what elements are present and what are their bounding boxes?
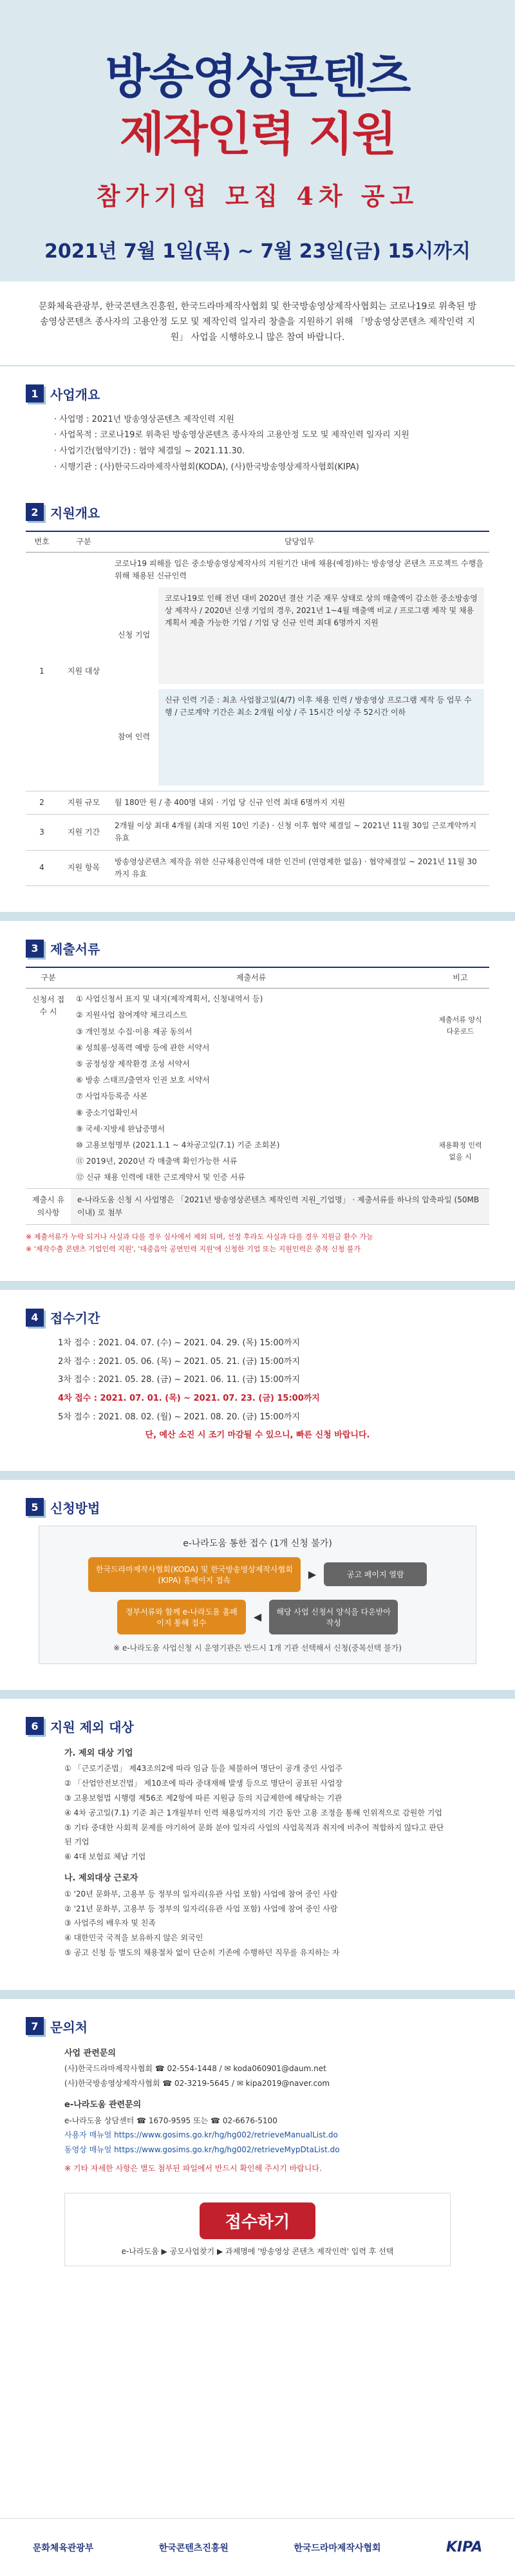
sub-heading: 가. 제외 대상 기업 — [64, 1748, 133, 1758]
section-title: 접수기간 — [50, 1311, 100, 1327]
row-label: 지원 기간 — [58, 815, 109, 850]
logo-koda: 한국드라마제작사협회 — [294, 2543, 381, 2553]
section-title: 지원 제외 대상 — [50, 1719, 134, 1735]
period: 2021년 7월 1일(목) ~ 7월 23일(금) 15시까지 — [44, 240, 471, 263]
section-number: 6 — [26, 1717, 44, 1735]
table-row — [26, 1189, 489, 1224]
flow-step: 공고 페이지 열람 — [324, 1562, 427, 1586]
list-item: · 사업명 : 2021년 방송영상콘텐츠 제작인력 지원 — [54, 412, 489, 428]
section-support — [0, 485, 515, 896]
footnote: ※ '제작수출 콘텐츠 기업인력 지원', '대중음악 공연인력 지원'에 신청한 기업 또는 지원인력은 중복 신청 불가 — [26, 1244, 361, 1253]
doc-item: ⑥ 방송 스태프/출연자 인권 보호 서약서 — [76, 1075, 210, 1085]
section-title: 신청방법 — [50, 1500, 100, 1516]
section-method — [0, 1480, 515, 1673]
cell-text: 코로나19 피해를 입은 중소방송영상제작사의 지원기간 내에 채용(예정)하는 방송영상 콘텐츠 프로젝트 수행을 위해 채용된 신규인력 — [115, 558, 483, 580]
row-label: 지원 대상 — [58, 552, 109, 791]
list-item: ④ 대한민국 국적을 보유하지 않은 외국인 — [64, 1933, 203, 1943]
round-item-current: 4차 접수 : 2021. 07. 01. (목) ~ 2021. 07. 23. (금) 15:00까지 — [58, 1393, 320, 1403]
footnote: ※ 제출서류가 누락 되거나 사실과 다를 경우 심사에서 제외 되며, 선정 후라도 사실과 다를 경우 지원금 환수 가능 — [26, 1232, 373, 1241]
table-row — [26, 989, 489, 1189]
doc-item: ⑨ 국세·지방세 완납증명서 — [76, 1124, 165, 1133]
logo-kipa: KIPA — [445, 2539, 483, 2555]
flow-step: 해당 사업 신청서 양식을 다운받아 작성 — [269, 1600, 398, 1634]
list-item: ② 「산업안전보건법」 제10조에 따라 중대재해 발생 등으로 명단이 공표된 사업장 — [64, 1779, 343, 1788]
section-number: 4 — [26, 1309, 44, 1327]
list-item: ④ 4차 공고일(7.1) 기준 최근 1개월부터 인력 채용일까지의 기간 동안 고용 조정을 통해 인위적으로 감원한 기업 — [64, 1808, 442, 1817]
manual-link[interactable]: 사용자 매뉴얼 https://www.gosims.go.kr/hg/hg002/retrieveManualList.do — [64, 2130, 338, 2140]
doc-item: ④ 성희롱·성폭력 예방 등에 관한 서약서 — [76, 1043, 210, 1052]
divider-bar — [0, 1471, 515, 1480]
section-title: 사업개요 — [50, 386, 100, 402]
title-line-2: 제작인력 지원 — [119, 107, 396, 162]
doc-item: ⑪ 2019년, 2020년 각 매출액 확인가능한 서류 — [76, 1157, 238, 1166]
section-number: 7 — [26, 2017, 44, 2035]
flow-step: 정부서류와 함께 e-나라도움 홈페이지 통해 접수 — [117, 1600, 246, 1634]
section-number: 1 — [26, 384, 44, 402]
hero-banner — [0, 0, 515, 281]
table-row: 3 지원 기간 2개월 이상 최대 4개월 (최대 지원 10인 기준) · 신청 이후 협약 체결일 ~ 2021년 11월 30일 근로계약까지 유효 — [26, 815, 489, 850]
row-label: 지원 규모 — [58, 791, 109, 815]
table-row: 4 지원 항목 방송영상콘텐츠 제작을 위한 신규채용인력에 대한 인건비 (연령제한 없음) · 협약체결일 ~ 2021년 11월 30까지 유효 — [26, 850, 489, 886]
contact-line: (사)한국방송영상제작사협회 ☎ 02-3219-5645 / ✉ kipa2019@naver.com — [64, 2079, 330, 2088]
list-item: ① 「근로기준법」 제43조의2에 따라 임금 등을 체불하여 명단이 공개 중인 사업주 — [64, 1764, 342, 1774]
section-exclusion — [0, 1699, 515, 1973]
sub-label: 참여 인력 — [117, 732, 151, 742]
contact-note: ※ 기타 자세한 사항은 별도 첨부된 파일에서 반드시 확인해 주시기 바랍니다. — [64, 2164, 322, 2174]
subtitle: 참가기업 모집 4차 공고 — [96, 182, 419, 211]
doc-item: ⑧ 중소기업확인서 — [76, 1108, 138, 1117]
divider-bar — [0, 1690, 515, 1699]
cell-text: 2개월 이상 최대 4개월 (최대 지원 10인 기준) · 신청 이후 협약 체결일 ~ 2021년 11월 30일 근로계약까지 유효 — [109, 815, 489, 850]
apply-button[interactable]: 접수하기 — [200, 2202, 315, 2239]
doc-item: ② 지원사업 참여계약 체크리스트 — [76, 1010, 187, 1020]
divider-bar — [0, 912, 515, 921]
row-label: 신청서 접수 시 — [26, 989, 71, 1189]
section-number: 2 — [26, 503, 44, 521]
table-row: 2 지원 규모 월 180만 원 / 총 400명 내외 · 기업 당 신규 인력 최대 6명까지 지원 — [26, 791, 489, 815]
doc-item: ⑤ 공정성장 제작환경 조성 서약서 — [76, 1059, 190, 1068]
sub-heading: e-나라도움 관련문의 — [64, 2099, 142, 2110]
table-header: 제출서류 — [71, 967, 431, 989]
divider-bar — [0, 1281, 515, 1290]
table-header: 구분 — [26, 967, 71, 989]
arrow-left-icon: ◀ — [253, 1611, 262, 1624]
section-period — [0, 1290, 515, 1454]
cell-text: 신규 인력 기준 : 최초 사업참고일(4/7) 이후 채용 인력 / 방송영상 프로그램 제작 등 업무 수행 / 근로계약 기간은 최소 2개월 이상 / 주 15시간 이상 주 52시간 이하 — [158, 689, 484, 786]
list-item: ⑤ 기타 중대한 사회적 문제를 야기하여 문화 분야 일자리 사업의 사업목적과 취지에 비추어 적합하지 않다고 판단된 기업 — [64, 1823, 444, 1847]
cell-text: e-나라도움 신청 시 사업명은 「2021년 방송영상콘텐츠 제작인력 지원_기업명」 · 제출서류를 하나의 압축파일 (50MB 이내) 로 첨부 — [71, 1189, 489, 1224]
cell-text: 코로나19로 인해 전년 대비 2020년 결산 기준 재무 상태로 상의 매출액이 감소한 중소방송영상 제작사 / 2020년 신생 기업의 경우, 2021년 1~4월 매출액 비교 / 프로그램 제작 및 채용 계획서 제출 가능한 기업 / 기업 당 신규 인력 최대 6명까지 지원 — [158, 587, 484, 684]
list-item: ① '20년 문화부, 고용부 등 정부의 일자리(유관 사업 포함) 사업에 참여 중인 사람 — [64, 1889, 338, 1899]
contact-line: e-나라도움 상담센터 ☎ 1670-9595 또는 ☎ 02-6676-5100 — [64, 2116, 277, 2125]
list-item: ⑤ 공고 신청 등 별도의 채용절차 없이 단순히 기존에 수행하던 직무를 유지하는 자 — [64, 1947, 340, 1957]
application-flow — [39, 1526, 476, 1664]
footer-logos — [0, 2518, 515, 2576]
sub-label: 신청 기업 — [117, 630, 151, 640]
doc-item: ⑩ 고용보험명부 (2021.1.1 ~ 4차공고일(7.1) 기준 조회본) — [76, 1140, 280, 1150]
table-header: 번호 — [26, 531, 58, 553]
doc-item: ① 사업신청서 표지 및 내지(제작계획서, 신청내역서 등) — [76, 994, 263, 1004]
round-item: 2차 접수 : 2021. 05. 06. (목) ~ 2021. 05. 21. (금) 15:00까지 — [58, 1356, 300, 1367]
intro-text: 문화체육관광부, 한국콘텐츠진흥원, 한국드라마제작사협회 및 한국방송영상제작사협회는 코로나19로 위축된 방송영상콘텐츠 종사자의 고용안정 도모 및 제작인력 일자리 창출을 지원하기 위해 「방송영상콘텐츠 제작인력 지원」 사업을 시행하오니 많은 참여 바랍니다. — [0, 281, 515, 366]
deadline-warning: 단, 예산 소진 시 조기 마감될 수 있으니, 빠른 신청 바랍니다. — [145, 1430, 370, 1441]
divider-bar — [0, 1990, 515, 1999]
section-number: 5 — [26, 1498, 44, 1516]
flow-heading: e-나라도움 통한 접수 (1개 신청 불가) — [183, 1538, 332, 1549]
video-manual-link[interactable]: 동영상 매뉴얼 https://www.gosims.go.kr/hg/hg002/retrieveMypDtaList.do — [64, 2145, 340, 2155]
cell-text: 월 180만 원 / 총 400명 내외 · 기업 당 신규 인력 최대 6명까지 지원 — [109, 791, 489, 815]
doc-item: ⑦ 사업자등록증 사본 — [76, 1092, 148, 1101]
section-contact — [0, 1999, 515, 2275]
flow-note: ※ e-나라도움 사업신청 시 운영기관은 반드시 1개 기관 선택해서 신청(중복선택 불가) — [113, 1643, 402, 1653]
table-header: 구분 — [58, 531, 109, 553]
section-title: 지원개요 — [50, 505, 100, 521]
cell-text: 방송영상콘텐츠 제작을 위한 신규채용인력에 대한 인건비 (연령제한 없음) · 협약체결일 ~ 2021년 11월 30까지 유효 — [109, 850, 489, 886]
list-item: ② '21년 문화부, 고용부 등 정부의 일자리(유관 사업 포함) 사업에 참여 중인 사람 — [64, 1904, 338, 1913]
section-documents — [0, 921, 515, 1264]
support-table — [26, 531, 489, 887]
remark: 제출서류 양식 다운로드 — [438, 1016, 482, 1036]
list-item: · 사업기간(협약기간) : 협약 체결일 ~ 2021.11.30. — [54, 444, 489, 460]
apply-box — [64, 2193, 451, 2266]
arrow-right-icon: ▶ — [308, 1568, 317, 1581]
doc-item: ⑫ 신규 채용 인력에 대한 근로계약서 및 인증 서류 — [76, 1173, 245, 1182]
flow-step: 한국드라마제작사협회(KODA) 및 한국방송영상제작사협회(KIPA) 홈페이지 접속 — [88, 1557, 301, 1592]
round-item: 1차 접수 : 2021. 04. 07. (수) ~ 2021. 04. 29. (목) 15:00까지 — [58, 1338, 300, 1349]
section-overview — [0, 366, 515, 485]
table-header: 담당업무 — [109, 531, 489, 553]
logo-kocca: 한국콘텐츠진흥원 — [158, 2543, 229, 2553]
remark: 채용확정 인력 없을 시 — [438, 1141, 482, 1161]
round-item: 3차 접수 : 2021. 05. 28. (금) ~ 2021. 06. 11. (금) 15:00까지 — [58, 1375, 300, 1385]
doc-item: ③ 개인정보 수집·이용 제공 동의서 — [76, 1027, 192, 1036]
list-item: · 시행기관 : (사)한국드라마제작사협회(KODA), (사)한국방송영상제작사협회(KIPA) — [54, 460, 489, 476]
section-number: 3 — [26, 940, 44, 958]
documents-table — [26, 967, 489, 1225]
contact-line: (사)한국드라마제작사협회 ☎ 02-554-1448 / ✉ koda060901@daum.net — [64, 2064, 326, 2074]
list-item: · 사업목적 : 코로나19로 위축된 방송영상콘텐츠 종사자의 고용안정 도모 및 제작인력 일자리 지원 — [54, 428, 489, 444]
sub-heading: 나. 제외대상 근로자 — [64, 1873, 138, 1884]
title-line-1: 방송영상콘텐츠 — [105, 50, 410, 104]
round-item: 5차 접수 : 2021. 08. 02. (월) ~ 2021. 08. 20. (금) 15:00까지 — [58, 1412, 300, 1422]
table-row: 1 지원 대상 코로나19 피해를 입은 중소방송영상제작사의 지원기간 내에 채용(예정)하는 방송영상 콘텐츠 프로젝트 수행을 위해 채용된 신규인력 신청 기업 코로나19로 인해 전년 대비 2020년 결산 기준 재무 상태로 상의 매출액이 감소한 중소방송영상 제작사 / 2020년 신생 기업의 경우, 2021년 1~4월 매출액 비교 / 프로그램 제작 및 채용 계획서 제출 가능한 기업 / 기업 당 신규 인력 최대 6명까지 지원 참여 인력 신규 인력 기준 : 최초 사업참고일(4/7) 이후 채용 인력 / 방송영상 프로그램 제작 등 업무 수행 / 근로계약 기간은 최소 2개월 이상 / 주 15시간 이상 주 52시간 이하 — [26, 552, 489, 791]
section-title: 문의처 — [50, 2019, 88, 2035]
list-item: ③ 사업주의 배우자 및 친족 — [64, 1918, 156, 1928]
apply-path: e-나라도움 ▶ 공모사업찾기 ▶ 과제명에 '방송영상 콘텐츠 제작인력' 입력 후 선택 — [121, 2246, 394, 2256]
list-item: ⑥ 4대 보험료 체납 기업 — [64, 1852, 146, 1862]
table-header: 비고 — [431, 967, 489, 989]
sub-heading: 사업 관련문의 — [64, 2048, 116, 2058]
row-label: 지원 항목 — [58, 850, 109, 886]
row-label: 제출시 유의사항 — [26, 1189, 71, 1224]
list-item: ③ 고용보험법 시행령 제56조 제2항에 따른 지원금 등의 지급제한에 해당하는 기관 — [64, 1794, 342, 1803]
logo-mcst: 문화체육관광부 — [32, 2543, 94, 2553]
section-title: 제출서류 — [50, 942, 100, 958]
